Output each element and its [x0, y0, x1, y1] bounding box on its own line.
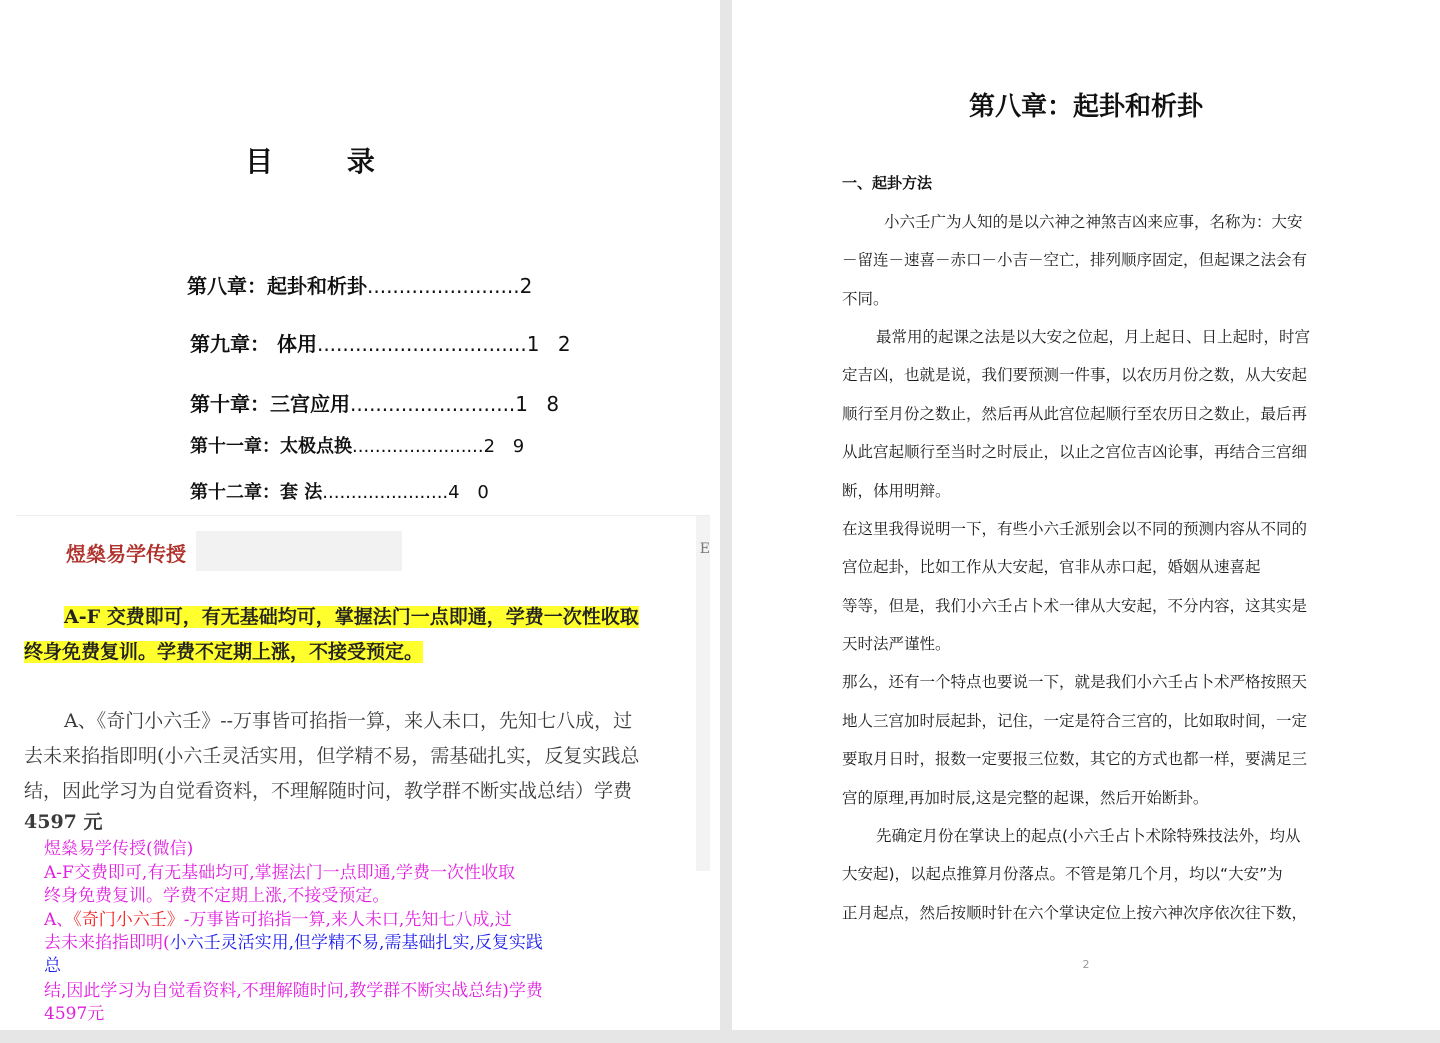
body-line: 从此宫起顺行至当时之时辰止，以止之宫位吉凶论事，再结合三宫细: [842, 443, 1308, 461]
redacted-box: [196, 531, 402, 571]
body-line: 宫位起卦，比如工作从大安起，官非从赤口起，婚姻从速喜起: [842, 558, 1261, 576]
toc-entry[interactable]: [187, 270, 538, 299]
toc-page-number: 1 8: [515, 392, 566, 416]
body-line: 地人三宫加时辰起卦，记住，一定是符合三宫的，比如取时间，一定: [842, 712, 1308, 730]
note-segment: -万事皆可掐指一算,来人未口,先知七八成,过: [183, 910, 512, 930]
edge-glyph: E: [699, 541, 710, 557]
body-line: 先确定月份在掌诀上的起点(小六壬占卜术除特殊技法外，均从: [876, 827, 1301, 845]
note-line: 总: [44, 956, 61, 976]
paragraph-line: 结，因此学习为自觉看资料，不理解随时问，教学群不断实战总结）学费: [24, 780, 633, 802]
toc-page-number: 2: [519, 274, 539, 298]
note-segment-title: 《奇门小六壬》: [73, 910, 184, 930]
highlighted-paragraph: [24, 600, 694, 670]
brand-name: 煜燊易学传授: [66, 542, 186, 566]
toc-entry-title: 第九章： 体用: [190, 332, 317, 356]
paragraph-line: A、《奇门小六壬》--万事皆可掐指一算，来人未口，先知七八成，过: [64, 710, 633, 732]
toc-entry-title: 第八章：起卦和析卦: [187, 274, 367, 298]
note-line: [44, 932, 543, 956]
note-line: [44, 909, 512, 933]
body-line: 断，体用明辩。: [842, 482, 951, 500]
note-segment: 去未来掐指即明(: [44, 933, 170, 953]
edge-strip: [696, 516, 710, 871]
note-line: 煜燊易学传授(微信): [44, 839, 194, 859]
body-line: 在这里我得说明一下，有些小六壬派别会以不同的预测内容从不同的: [842, 520, 1308, 538]
toc-leader: .......................: [352, 436, 484, 457]
toc-leader: ......................: [322, 482, 449, 503]
note-line: 4597元: [44, 1004, 105, 1024]
body-line: 宫的原理,再加时辰,这是完整的起课，然后开始断卦。: [842, 789, 1209, 807]
body-line: 要取月日时，报数一定要报三位数，其它的方式也都一样，要满足三: [842, 750, 1308, 768]
price-text: 4597 元: [24, 811, 103, 833]
note-line: 终身免费复训。学费不定期上涨,不接受预定。: [44, 886, 390, 906]
note-segment-blue: 小六壬灵活实用,但学精不易,需基础扎实,反复实践: [169, 933, 543, 953]
toc-page-number: 2 9: [483, 436, 531, 457]
toc-entry-title: 第十一章：太极点换: [190, 436, 352, 457]
body-line: 那么，还有一个特点也要说一下，就是我们小六壬占卜术严格按照天: [842, 673, 1308, 691]
course-paragraph: [24, 704, 696, 809]
page-number: 2: [1082, 958, 1090, 971]
body-line: 大安起)，以起点推算月份落点。不管是第几个月，均以“大安”为: [842, 865, 1283, 883]
highlight-line: 终身免费复训。学费不定期上涨，不接受预定。: [24, 641, 424, 663]
highlight-line: A-F 交费即可，有无基础均可，掌握法门一点即通，学费一次性收取: [64, 606, 639, 628]
body-line: 小六壬广为人知的是以六神之神煞吉凶来应事，名称为：大安: [884, 213, 1303, 231]
note-line: 结,因此学习为自觉看资料,不理解随时问,教学群不断实战总结)学费: [44, 981, 543, 1001]
toc-entry[interactable]: [190, 478, 495, 504]
toc-leader: ........................: [367, 274, 520, 298]
toc-entry[interactable]: [190, 388, 565, 417]
body-line: 最常用的起课之法是以大安之位起，月上起日、日上起时，时宫: [876, 328, 1311, 346]
body-line: 定吉凶，也就是说，我们要预测一件事，以农历月份之数，从大安起: [842, 366, 1308, 384]
paragraph-line: 去未来掐指即明(小六壬灵活实用，但学精不易，需基础扎实，反复实践总: [24, 745, 640, 767]
toc-page-number: 4 0: [448, 482, 495, 503]
toc-entry-title: 第十章：三宫应用: [190, 392, 350, 416]
toc-heading: 目 录: [245, 145, 407, 178]
document-page-toc: [0, 0, 720, 1030]
note-line: A-F交费即可,有无基础均可,掌握法门一点即通,学费一次性收取: [44, 863, 516, 883]
document-page-chapter: [732, 0, 1440, 1030]
body-line: 天时法严谨性。: [842, 635, 951, 653]
body-line: 正月起点，然后按顺时针在六个掌诀定位上按六神次序依次往下数，: [842, 904, 1308, 922]
body-line: －留连－速喜－赤口－小吉－空亡，排列顺序固定，但起课之法会有: [842, 251, 1308, 269]
toc-entry[interactable]: [190, 432, 530, 458]
body-line: 顺行至月份之数止，然后再从此宫位起顺行至农历日之数止，最后再: [842, 405, 1308, 423]
section-title: 一、起卦方法: [842, 174, 933, 192]
chapter-title: 第八章：起卦和析卦: [968, 92, 1203, 122]
toc-leader: .................................: [316, 332, 527, 356]
toc-leader: ..........................: [350, 392, 516, 416]
toc-entry-title: 第十二章：套 法: [190, 482, 323, 503]
body-line: 不同。: [842, 290, 889, 308]
body-line: 等等，但是，我们小六壬占卜术一律从大安起，不分内容，这其实是: [842, 597, 1308, 615]
toc-page-number: 1 2: [526, 332, 577, 356]
pasted-screenshot: [16, 515, 710, 871]
note-segment: A、: [44, 910, 74, 930]
toc-entry[interactable]: [190, 328, 577, 357]
